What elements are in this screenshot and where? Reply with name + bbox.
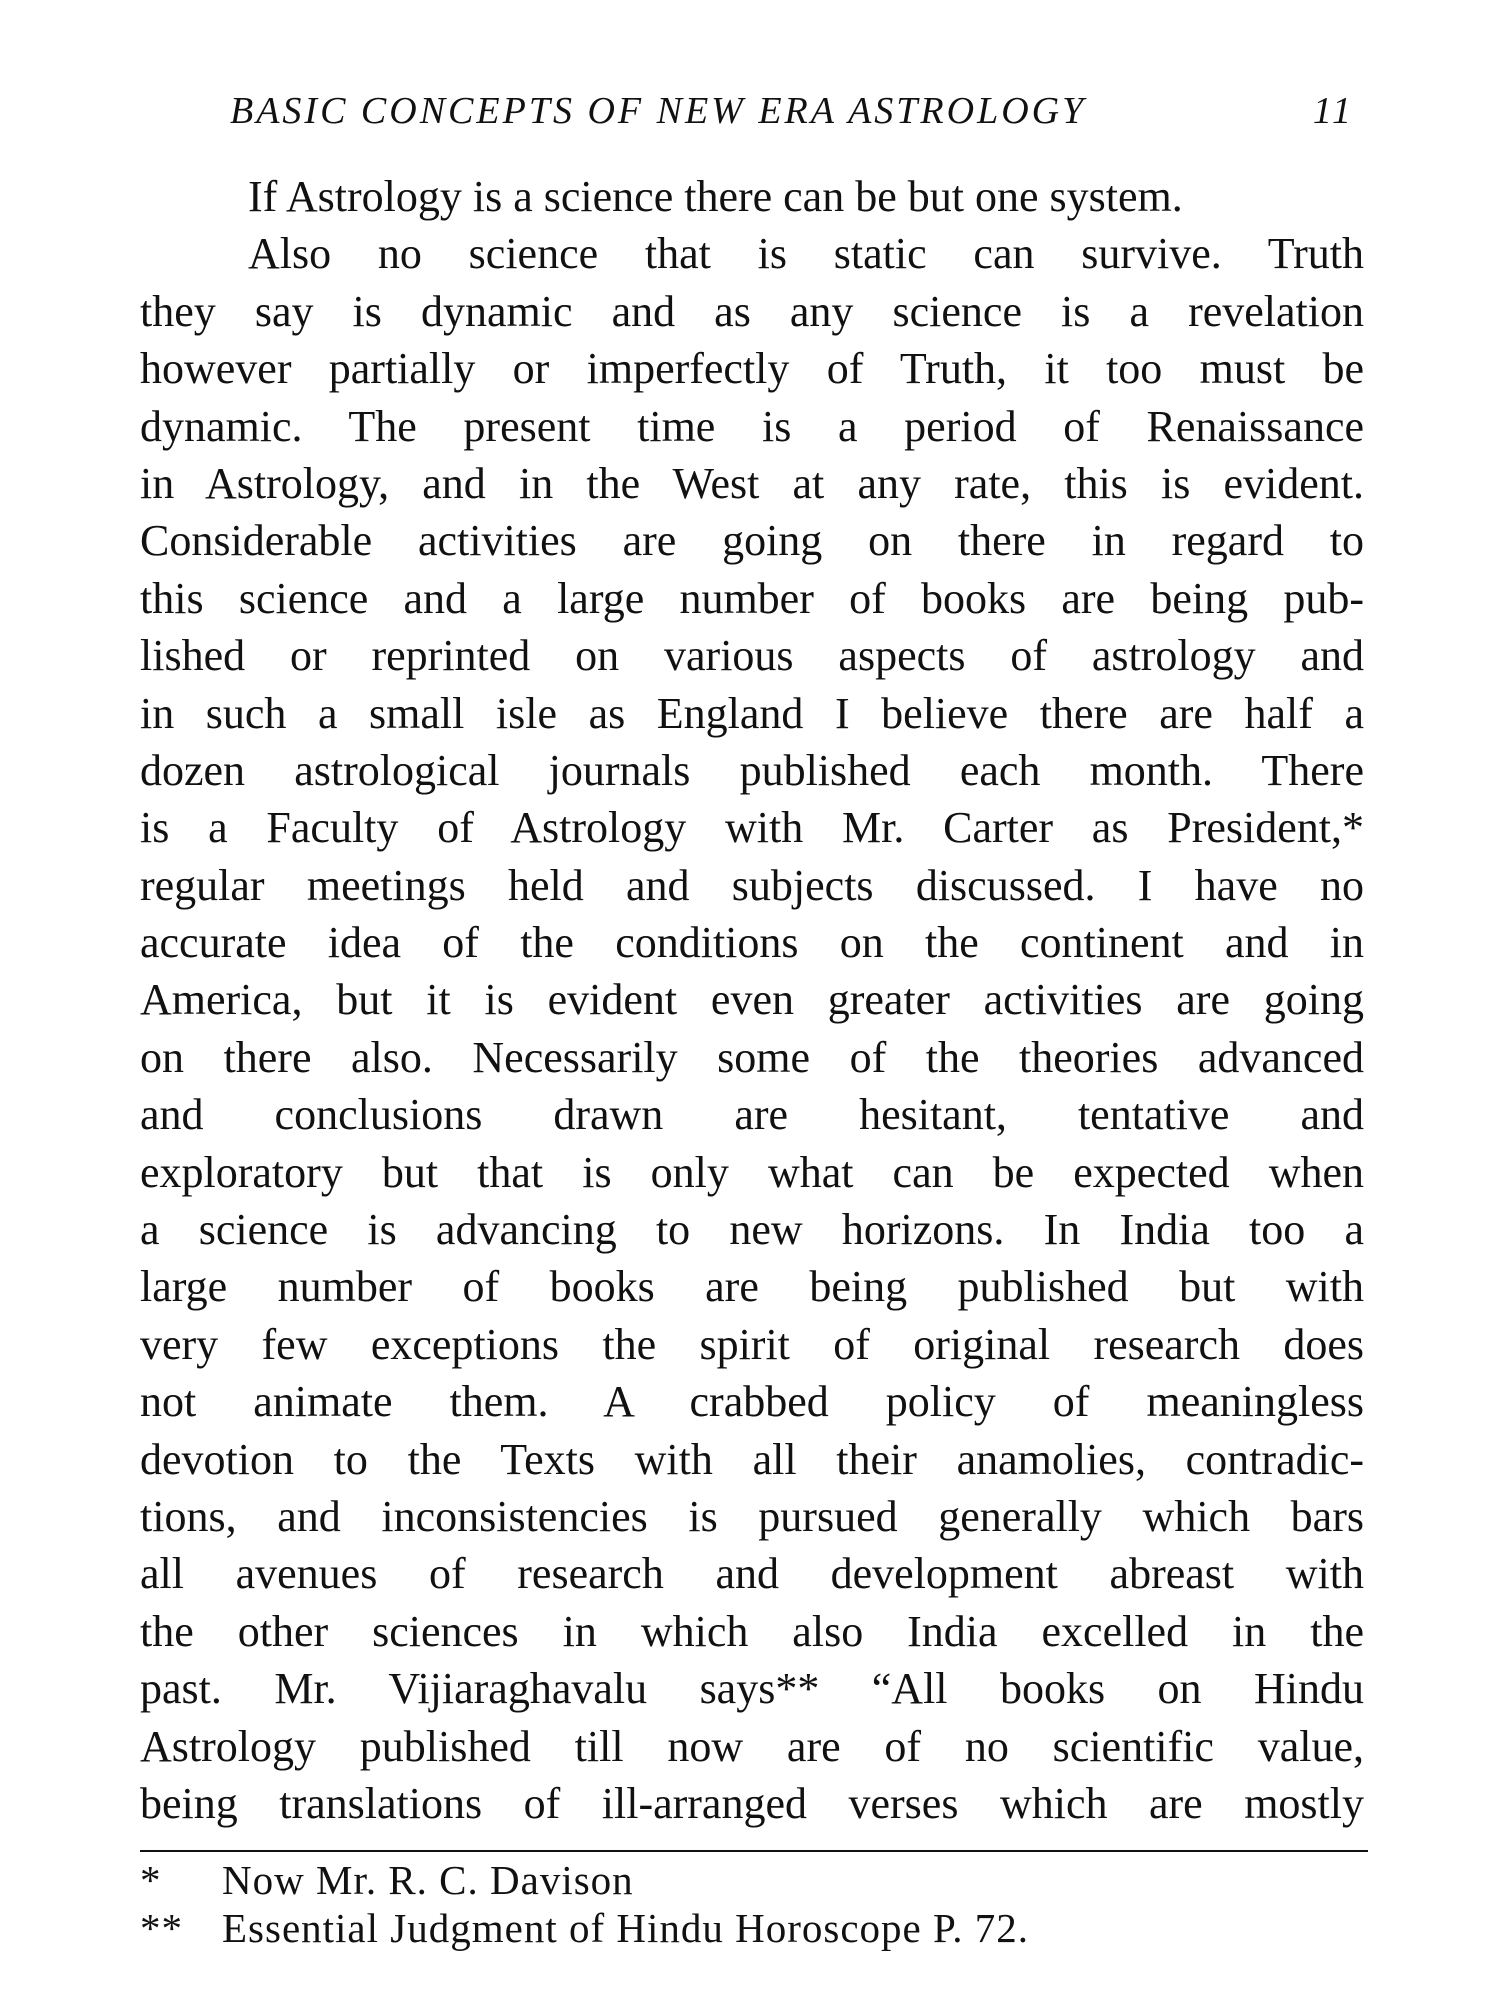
footnote (140, 1856, 1364, 1904)
text-line: very few exceptions the spirit of original research does (140, 1319, 1364, 1369)
text-line: tions, and inconsistencies is pursued generally which bars (140, 1491, 1364, 1541)
text-line: large number of books are being published but with (140, 1262, 1364, 1312)
text-line: the other sciences in which also India excelled in the (140, 1606, 1364, 1656)
running-head-title: BASIC CONCEPTS OF NEW ERA ASTROLOGY (230, 90, 1087, 132)
footnote-text: Essential Judgment of Hindu Horoscope P. 72. (222, 1905, 1029, 1951)
text-line: is a Faculty of Astrology with Mr. Carter as President,* (140, 803, 1364, 853)
text-line: devotion to the Texts with all their anamolies, contradic- (140, 1434, 1364, 1484)
text-line: on there also. Necessarily some of the theories advanced (140, 1032, 1364, 1082)
text-line: in such a small isle as England I believe there are half a (140, 688, 1364, 738)
footnotes (140, 1856, 1364, 1952)
footnote-rule (140, 1850, 1368, 1852)
text-line: dozen astrological journals published each month. There (140, 745, 1364, 795)
text-line: past. Mr. Vijiaraghavalu says** “All books on Hindu (140, 1664, 1364, 1714)
text-line: exploratory but that is only what can be expected when (140, 1147, 1364, 1197)
text-line: lished or reprinted on various aspects of astrology and (140, 631, 1364, 681)
text-line: being translations of ill-arranged verses which are mostly (140, 1778, 1364, 1828)
text-line: all avenues of research and development abreast with (140, 1549, 1364, 1599)
text-line: accurate idea of the conditions on the continent and in (140, 918, 1364, 968)
text-line: Also no science that is static can survive. Truth (248, 229, 1364, 279)
footnote (140, 1904, 1364, 1952)
page-number: 11 (1312, 90, 1354, 132)
text-line: regular meetings held and subjects discussed. I have no (140, 860, 1364, 910)
text-line: they say is dynamic and as any science is a revelation (140, 286, 1364, 336)
body-text (140, 168, 1364, 1832)
text-line: in Astrology, and in the West at any rate, this is evident. (140, 458, 1364, 508)
text-line: Considerable activities are going on there in regard to (140, 516, 1364, 566)
text-line: Astrology published till now are of no scientific value, (140, 1721, 1364, 1771)
text-line: a science is advancing to new horizons. In India too a (140, 1205, 1364, 1255)
text-line: America, but it is evident even greater activities are going (140, 975, 1364, 1025)
footnote-mark: ** (140, 1905, 183, 1951)
text-line: If Astrology is a science there can be but one system. (248, 172, 1183, 221)
footnote-mark: * (140, 1857, 162, 1903)
text-line: and conclusions drawn are hesitant, tentative and (140, 1090, 1364, 1140)
text-line: not animate them. A crabbed policy of meaningless (140, 1377, 1364, 1427)
text-line: however partially or imperfectly of Truth, it too must be (140, 344, 1364, 394)
text-line: this science and a large number of books are being pub- (140, 573, 1364, 623)
footnote-text: Now Mr. R. C. Davison (222, 1857, 634, 1903)
text-line: dynamic. The present time is a period of Renaissance (140, 401, 1364, 451)
